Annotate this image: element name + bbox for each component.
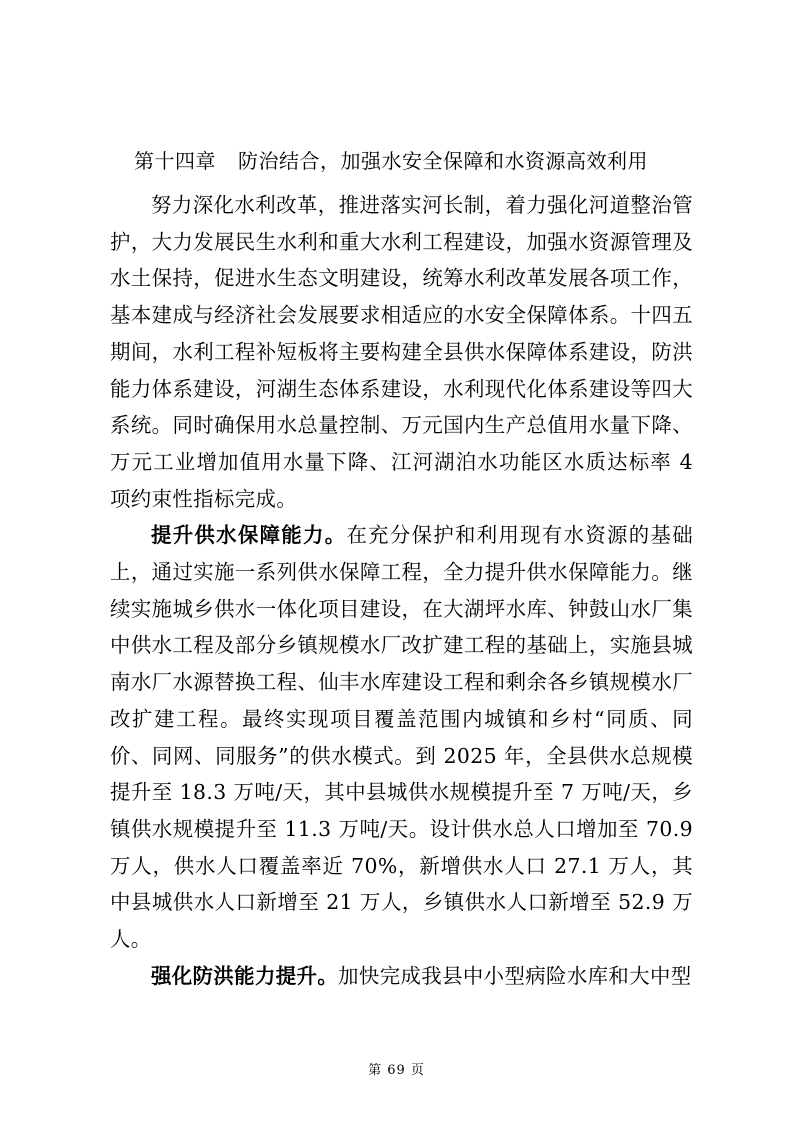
paragraph-flood-control-text: 加快完成我县中小型病险水库和大中型 bbox=[338, 963, 692, 988]
paragraph-flood-control bbox=[110, 958, 693, 995]
body-text bbox=[110, 187, 693, 994]
paragraph-water-supply-lead: 提升供水保障能力。 bbox=[151, 523, 347, 548]
paragraph-intro-text: 努力深化水利改革，推进落实河长制，着力强化河道整治管护，大力发展民生水利和重大水利工程建设，加强水资源管理及水土保持，促进水生态文明建设，统筹水利改革发展各项工作，基本建成与经济社会发展要求相适应的水安全保障体系。十四五期间，水利工程补短板将主要构建全县供水保障体系建设，防洪能力体系建设，河湖生态体系建设，水利现代化体系建设等四大系统。同时确保用水总量控制、万元国内生产总值用水量下降、万元工业增加值用水量下降、江河湖泊水功能区水质达标率 4 项约束性指标完成。 bbox=[110, 193, 693, 511]
paragraph-water-supply-text: 在充分保护和利用现有水资源的基础上，通过实施一系列供水保障工程，全力提升供水保障能力。继续实施城乡供水一体化项目建设，在大湖坪水库、钟鼓山水厂集中供水工程及部分乡镇规模水厂改扩建工程的基础上，实施县城南水厂水源替换工程、仙丰水库建设工程和剩余各乡镇规模水厂改扩建工程。最终实现项目覆盖范围内城镇和乡村“同质、同价、同网、同服务”的供水模式。到 2025 年，全县供水总规模提升至 18.3 万吨/天，其中县城供水规模提升至 7 万吨/天，乡镇供水规模提升至 11.3 万吨/天。设计供水总人口增加至 70.9 万人，供水人口覆盖率近 70%，新增供水人口 27.1 万人，其中县城供水人口新增至 21 万人，乡镇供水人口新增至 52.9 万人。 bbox=[110, 523, 693, 952]
chapter-heading bbox=[134, 146, 694, 176]
page-number: 第 69 页 bbox=[368, 1063, 425, 1078]
paragraph-flood-control-lead: 强化防洪能力提升。 bbox=[151, 963, 339, 988]
paragraph-intro bbox=[110, 187, 693, 517]
paragraph-water-supply bbox=[110, 517, 693, 957]
chapter-title: 防治结合，加强水安全保障和水资源高效利用 bbox=[238, 149, 648, 173]
chapter-number: 第十四章 bbox=[134, 149, 216, 173]
